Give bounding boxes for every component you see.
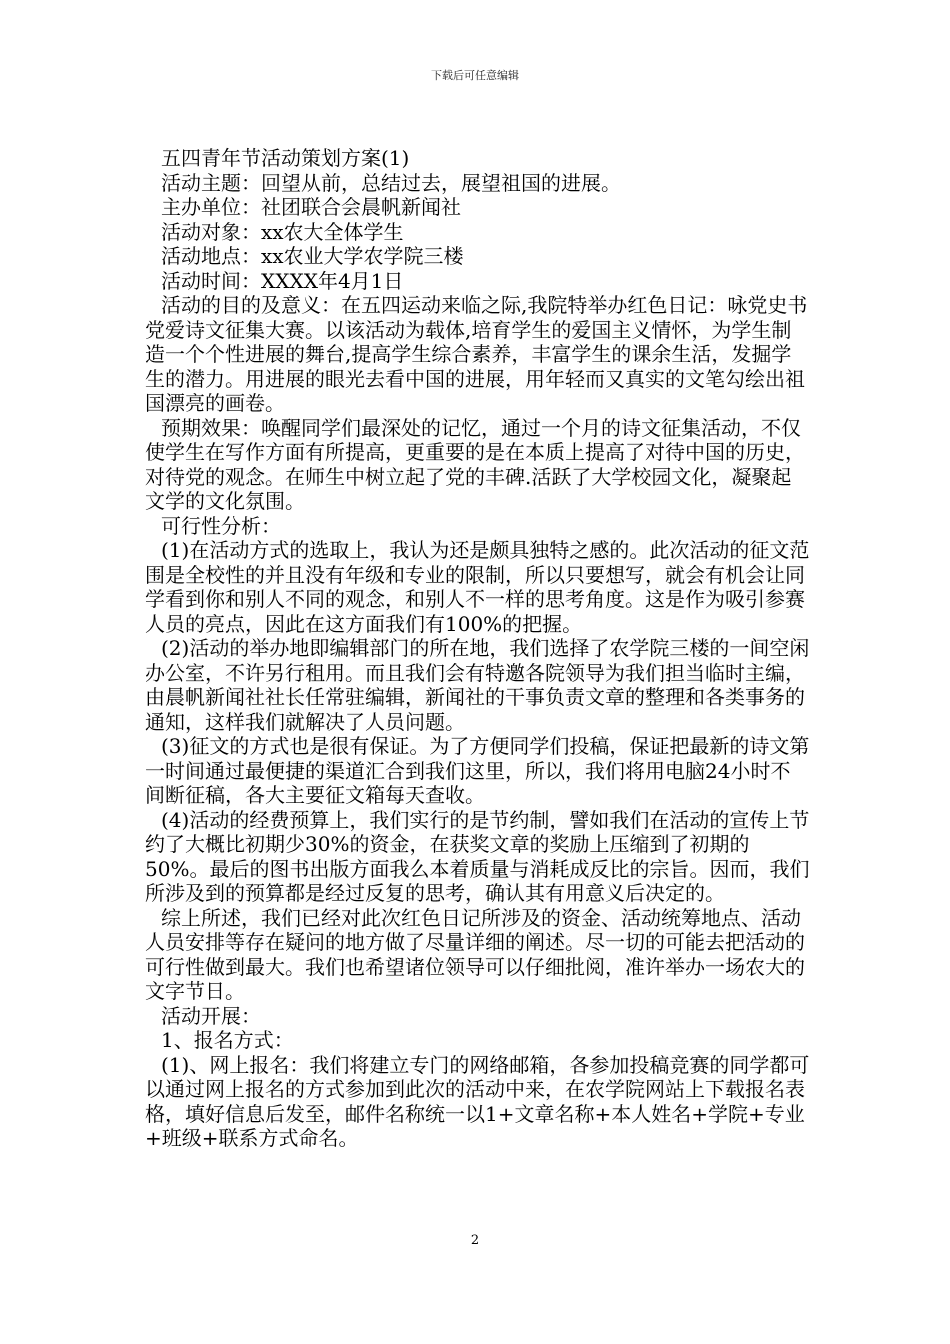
paragraph: 活动时间：XXXX年4月1日: [161, 268, 404, 293]
document-title: 五四青年节活动策划方案(1): [161, 146, 410, 170]
paragraph: 可行性分析：: [161, 513, 281, 538]
paragraph: 预期效果：唤醒同学们最深处的记忆，通过一个月的诗文征集活动，不仅使学生在写作方面有所提高，更重要的是在本质上提高了对待中国的历史，对待党的观念。在师生中树立起了党的丰碑.活跃了大学校园文化，凝聚起文学的文化氛围。: [145, 415, 805, 513]
document-body: [145, 146, 810, 1151]
paragraph: (2)活动的举办地即编辑部门的所在地，我们选择了农学院三楼的一间空闲办公室，不许另行租用。而且我们会有特邀各院领导为我们担当临时主编，由晨帆新闻社社长任常驻编辑，新闻社的干事负责文章的整理和各类事务的通知，这样我们就解决了人员问题。: [145, 636, 810, 734]
page-number: 2: [470, 1233, 480, 1248]
paragraph: (1)在活动方式的选取上，我认为还是颇具独特之感的。此次活动的征文范围是全校性的并且没有年级和专业的限制，所以只要想写，就会有机会让同学看到你和别人不同的观念，和别人不一样的思考角度。这是作为吸引参赛人员的亮点，因此在这方面我们有100%的把握。: [145, 538, 810, 636]
paragraph: 活动的目的及意义：在五四运动来临之际,我院特举办红色日记：咏党史书党爱诗文征集大赛。以该活动为载体,培育学生的爱国主义情怀，为学生制造一个个性进展的舞台,提高学生综合素养，丰富学生的课余生活，发掘学生的潜力。用进展的眼光去看中国的进展，用年轻而又真实的文笔勾绘出祖国漂亮的画卷。: [145, 293, 808, 415]
paragraph: (1)、网上报名：我们将建立专门的网络邮箱，各参加投稿竞赛的同学都可以通过网上报名的方式参加到此次的活动中来，在农学院网站上下载报名表格，填好信息后发至，邮件名称统一以1+文章名称+本人姓名+学院+专业+班级+联系方式命名。: [145, 1052, 810, 1150]
page-header: 下载后可任意编辑: [431, 69, 519, 82]
paragraph: 活动开展：: [161, 1003, 261, 1028]
paragraph: 活动主题：回望从前，总结过去，展望祖国的进展。: [161, 170, 621, 195]
paragraph: (4)活动的经费预算上，我们实行的是节约制，譬如我们在活动的宣传上节约了大概比初期少30%的资金，在获奖文章的奖励上压缩到了初期的50%。最后的图书出版方面我么本着质量与消耗成反比的宗旨。因而，我们所涉及到的预算都是经过反复的思考，确认其有用意义后决定的。: [145, 807, 810, 905]
paragraph: 主办单位：社团联合会晨帆新闻社: [161, 195, 461, 219]
paragraph: 活动对象：xx农大全体学生: [161, 219, 404, 244]
paragraph: 活动地点：xx农业大学农学院三楼: [161, 244, 464, 268]
paragraph: 1、报名方式：: [161, 1028, 294, 1052]
paragraph: 综上所述，我们已经对此次红色日记所涉及的资金、活动统筹地点、活动人员安排等存在疑问的地方做了尽量详细的阐述。尽一切的可能去把活动的可行性做到最大。我们也希望诸位领导可以仔细批阅，准许举办一场农大的文字节日。: [145, 905, 805, 1003]
paragraph: (3)征文的方式也是很有保证。为了方便同学们投稿，保证把最新的诗文第一时间通过最便捷的渠道汇合到我们这里，所以，我们将用电脑24小时不间断征稿，各大主要征文箱每天查收。: [145, 734, 810, 807]
